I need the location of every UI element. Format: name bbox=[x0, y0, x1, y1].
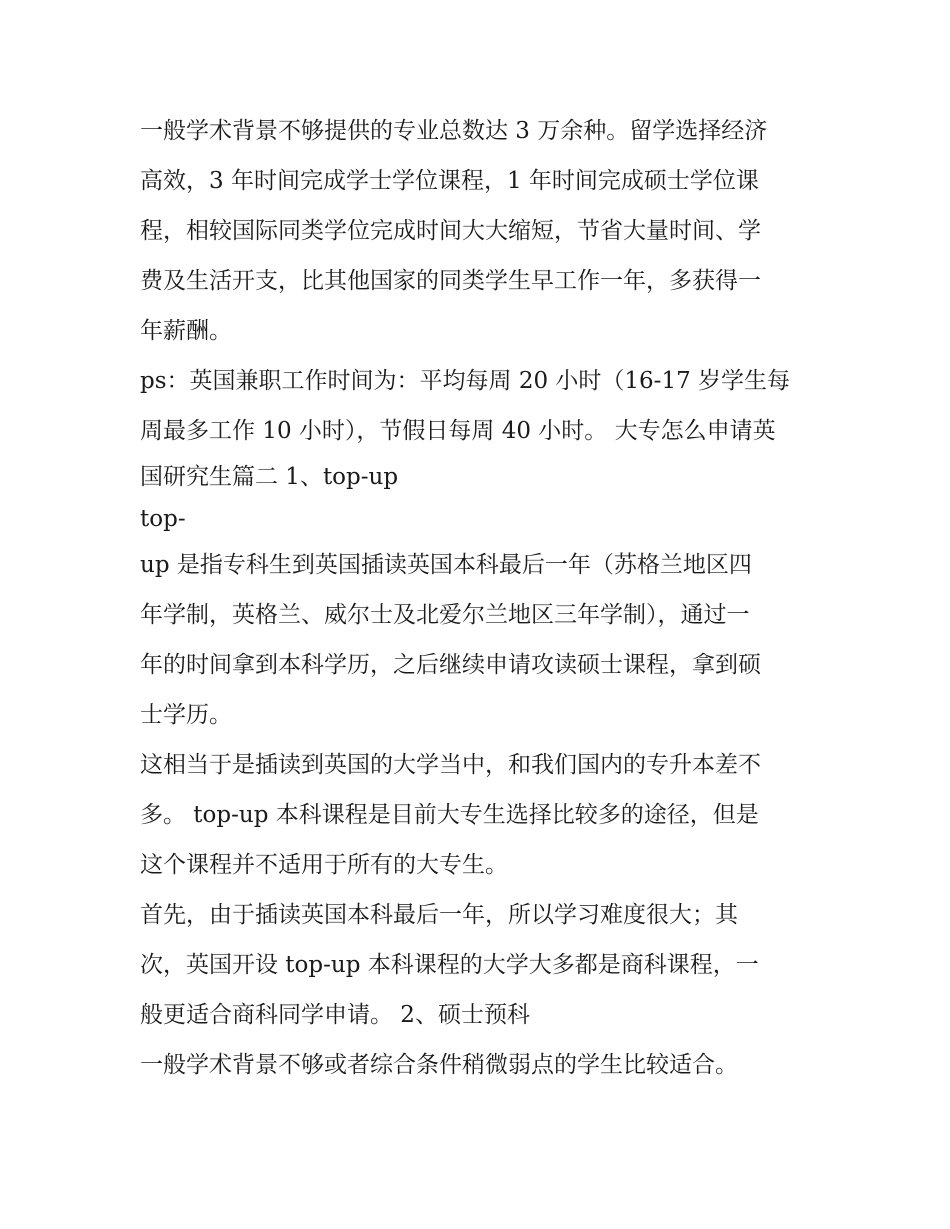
text-line: 程，相较国际同类学位完成时间大大缩短，节省大量时间、学 bbox=[140, 218, 761, 244]
text-line: 高效，3 年时间完成学士学位课程，1 年时间完成硕士学位课 bbox=[140, 168, 759, 194]
text-line: 次，英国开设 top-up 本科课程的大学大多都是商科课程，一 bbox=[140, 952, 759, 978]
text-line: 这个课程并不适用于所有的大专生。 bbox=[140, 852, 508, 878]
text-line: 般更适合商科同学申请。 2、硕士预科 bbox=[140, 1002, 530, 1028]
text-line: 士学历。 bbox=[140, 702, 232, 728]
text-line: 费及生活开支，比其他国家的同类学生早工作一年，多获得一 bbox=[140, 268, 761, 294]
text-line: 这相当于是插读到英国的大学当中，和我们国内的专升本差不 bbox=[140, 752, 761, 778]
text-line: top- bbox=[140, 506, 186, 532]
text-line: 年学制，英格兰、威尔士及北爱尔兰地区三年学制），通过一 bbox=[140, 602, 750, 628]
text-line: 一般学术背景不够或者综合条件稍微弱点的学生比较适合。 bbox=[140, 1052, 738, 1078]
text-line: 多。 top-up 本科课程是目前大专生选择比较多的途径，但是 bbox=[140, 802, 759, 828]
text-line: 年薪酬。 bbox=[140, 318, 232, 344]
text-line: ps：英国兼职工作时间为：平均每周 20 小时（16-17 岁学生每 bbox=[140, 368, 791, 394]
document-body bbox=[140, 106, 820, 1090]
text-line: 年的时间拿到本科学历，之后继续申请攻读硕士课程，拿到硕 bbox=[140, 652, 761, 678]
text-line: 一般学术背景不够提供的专业总数达 3 万余种。留学选择经济 bbox=[140, 118, 768, 144]
text-line: 首先，由于插读英国本科最后一年，所以学习难度很大；其 bbox=[140, 902, 738, 928]
text-line: 国研究生篇二 1、top-up bbox=[140, 464, 399, 490]
text-line: 周最多工作 10 小时），节假日每周 40 小时。 大专怎么申请英 bbox=[140, 418, 776, 444]
text-line: up 是指专科生到英国插读英国本科最后一年（苏格兰地区四 bbox=[140, 552, 752, 578]
